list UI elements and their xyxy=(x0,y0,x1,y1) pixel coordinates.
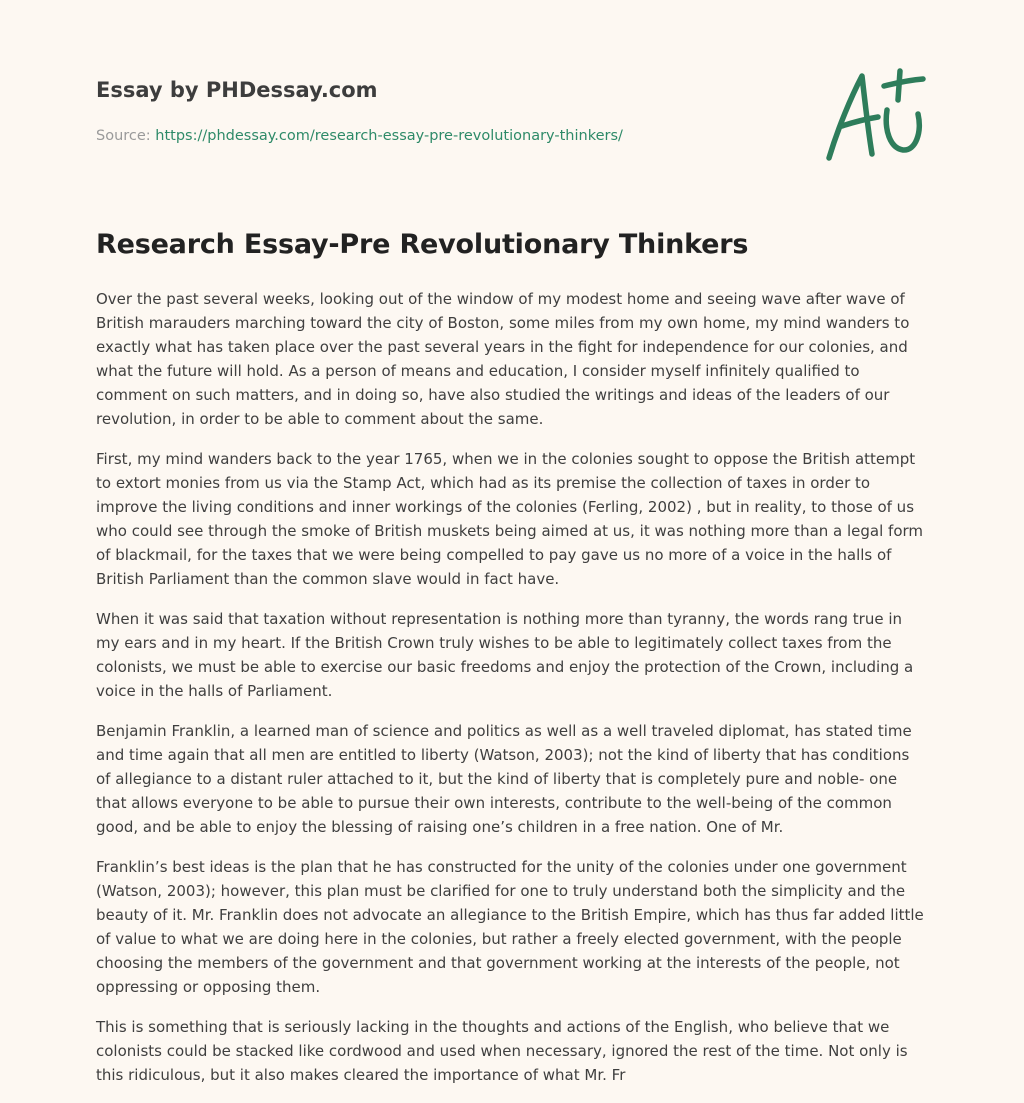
essay-paragraph: First, my mind wanders back to the year 1765, when we in the colonies sought to oppose the British attempt to extort monies from us via the Stamp Act, which had as its premise the collection of taxes in order to improve the living conditions and inner workings of the colonies (Ferling, 2002) , but in reality, to those of us who could see through the smoke of British muskets being aimed at us, it was nothing more than a legal form of blackmail, for the taxes that we were being compelled to pay gave us no more of a voice in the halls of British Parliament than the common slave would in fact have. xyxy=(96,450,924,588)
source-label: Source: xyxy=(96,128,156,144)
source-line xyxy=(96,126,796,146)
source-link[interactable]: https://phdessay.com/research-essay-pre-revolutionary-thinkers/ xyxy=(155,128,623,144)
essay-content xyxy=(96,226,928,1103)
essay-paragraph: Over the past several weeks, looking out of the window of my modest home and seeing wave after wave of British marauders marching toward the city of Boston, some miles from my own home, my mind wanders to exactly what has taken place over the past several years in the fight for independence for our colonies, and what the future will hold. As a person of means and education, I consider myself infinitely qualified to comment on such matters, and in doing so, have also studied the writings and ideas of the leaders of our revolution, in order to be able to comment about the same. xyxy=(96,290,910,428)
essay-paragraph: Franklin’s best ideas is the plan that he has constructed for the unity of the colonies under one government (Watson, 2003); however, this plan must be clarified for one to truly understand both the simplicity and the beauty of it. Mr. Franklin does not advocate an allegiance to the British Empire, which has thus far added little of value to what we are doing here in the colonies, but rather a freely elected government, with the people choosing the members of the government and that government working at the interests of the people, not oppressing or opposing them. xyxy=(96,858,924,996)
a-plus-grade-icon xyxy=(818,64,930,168)
essay-paragraph: Benjamin Franklin, a learned man of science and politics as well as a well traveled diplomat, has stated time and time again that all men are entitled to liberty (Watson, 2003); not the kind of liberty that has conditions of allegiance to a distant ruler attached to it, but the kind of liberty that is completely pure and noble- one that allows everyone to be able to pursue their own interests, contribute to the well-being of the common good, and be able to enjoy the blessing of raising one’s children in a free nation. One of Mr. xyxy=(96,722,912,836)
essay-title: Research Essay-Pre Revolutionary Thinkers xyxy=(96,229,749,260)
essay-paragraph: When it was said that taxation without representation is nothing more than tyranny, the words rang true in my ears and in my heart. If the British Crown truly wishes to be able to legitimately collect taxes from the colonists, we must be able to exercise our basic freedoms and enjoy the protection of the Crown, including a voice in the halls of Parliament. xyxy=(96,610,914,700)
site-brand: Essay by PHDessay.com xyxy=(96,78,378,102)
page-header xyxy=(96,76,796,146)
essay-paragraph: This is something that is seriously lacking in the thoughts and actions of the English, who believe that we colonists could be stacked like cordwood and used when necessary, ignored the rest of the time. Not only is this ridiculous, but it also makes cleared the importance of what Mr. Fr xyxy=(96,1018,908,1084)
